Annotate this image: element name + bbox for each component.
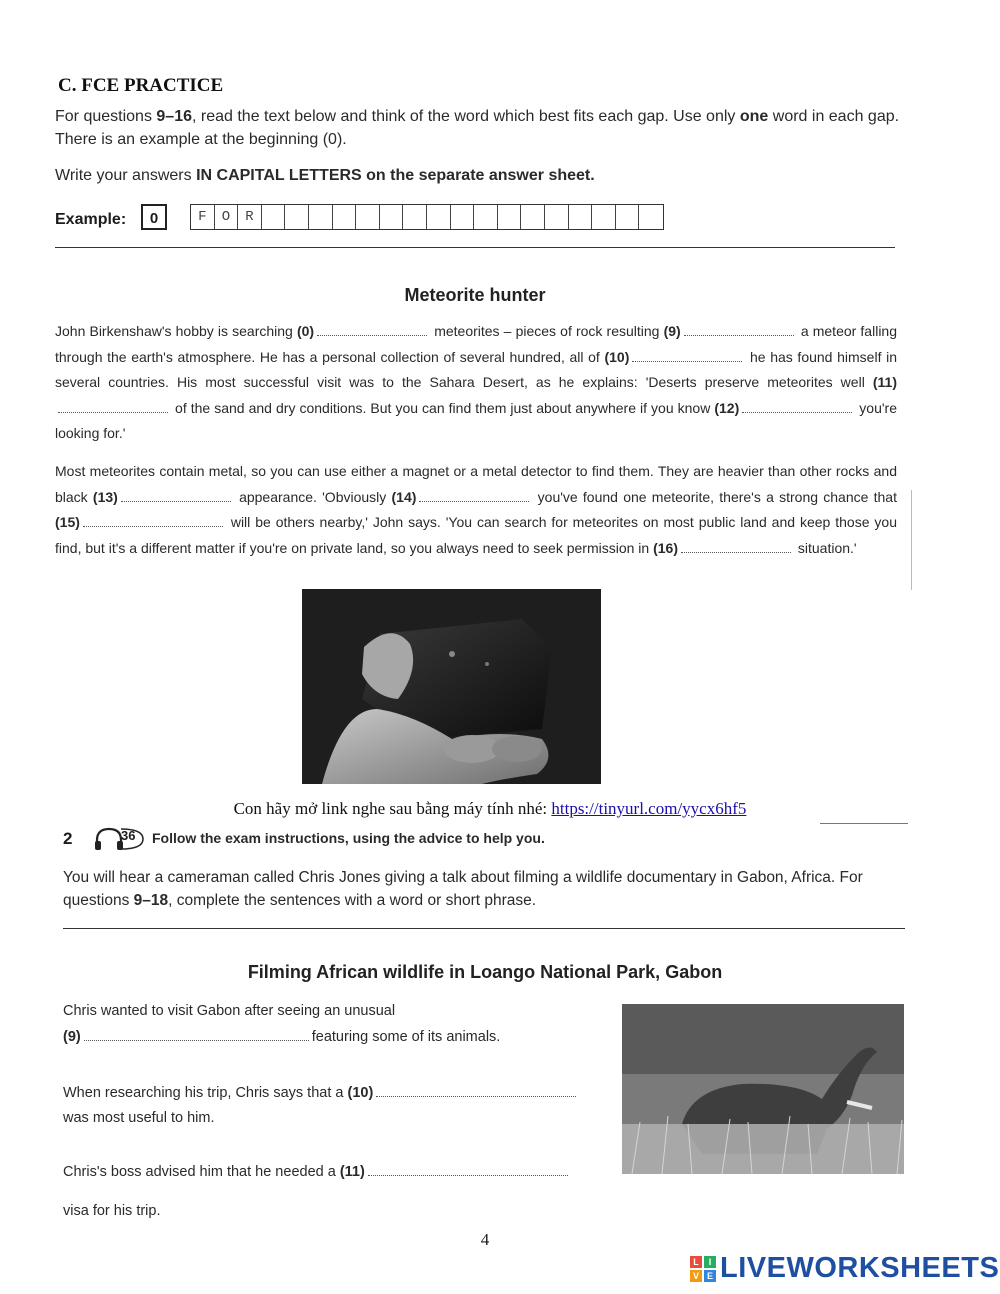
instr-text: For questions	[55, 108, 157, 125]
answer-gap[interactable]	[681, 542, 791, 553]
instructions-line1	[55, 105, 905, 151]
track-number: 36	[121, 828, 136, 843]
answer-gap[interactable]	[742, 402, 852, 413]
article-text: he has found himself in several countries. His most successful visit was to the Sahara Desert, as he explains: 'Deserts preserve meteorites well	[55, 348, 897, 391]
article-text: will be others nearby,' John says. 'You can search for meteorites on most public land and keep those you find, but it's a different matter if you're on private land, so you always need to seek permission in	[55, 514, 897, 556]
instr-bold: IN CAPITAL LETTERS on the separate answer sheet.	[196, 167, 595, 184]
answer-cell	[333, 205, 357, 229]
sentence-10-line1	[63, 1081, 623, 1106]
gap-number: (0)	[296, 323, 315, 339]
answer-gap-11[interactable]	[368, 1165, 568, 1176]
liveworksheets-brand	[690, 1252, 999, 1285]
gap-number: (11)	[339, 1164, 365, 1180]
listening-instruction: Follow the exam instructions, using the advice to help you.	[152, 830, 545, 846]
elephant-photo	[622, 1004, 904, 1174]
article-text: Most meteorites contain metal, so you can use either a magnet or a metal detector to find them. They are heavier than other rocks and black	[55, 463, 897, 505]
answer-gap[interactable]	[121, 491, 231, 502]
gap-number: (9)	[663, 323, 681, 339]
article-text: situation.'	[793, 539, 857, 556]
answer-gap[interactable]	[632, 351, 742, 362]
answer-gap-9[interactable]	[84, 1030, 309, 1041]
answer-gap-10[interactable]	[376, 1086, 576, 1097]
sentence-11-line2: visa for his trip.	[63, 1203, 161, 1219]
link-prefix: Con hãy mở link nghe sau bằng máy tính nhé:	[233, 799, 552, 818]
article-text: meteorites – pieces of rock resulting	[430, 323, 664, 339]
short-rule	[820, 823, 908, 824]
gap-number: (11)	[872, 374, 897, 391]
example-number-box: 0	[141, 204, 167, 230]
article-text: you're looking for.'	[55, 399, 897, 442]
gap-number: (13)	[92, 488, 118, 505]
logo-square: I	[704, 1256, 716, 1268]
gap-number: (10)	[347, 1085, 374, 1101]
answer-cell	[521, 205, 545, 229]
article-text: of the sand and dry conditions. But you can find them just about anywhere if you know	[171, 399, 715, 416]
desc-bold: 9–18	[133, 892, 169, 909]
sentence-11-line1	[63, 1160, 623, 1185]
sentence-9-line1: Chris wanted to visit Gabon after seeing an unusual	[63, 1003, 396, 1019]
answer-cell	[403, 205, 427, 229]
example-answer-row	[190, 204, 664, 230]
sentence-10-line2: was most useful to him.	[63, 1110, 215, 1126]
page-number: 4	[480, 1230, 490, 1249]
answer-gap[interactable]	[83, 516, 223, 527]
desc-text: , complete the sentences with a word or short phrase.	[168, 892, 537, 909]
article-text: a meteor falling through the earth's atmosphere. He has a personal collection of several hundred, all of	[55, 323, 897, 365]
article-paragraph-2	[55, 459, 897, 561]
instr-text: , read the text below and think of the word which best fits each gap. Use only	[191, 108, 740, 125]
answer-cell	[569, 205, 593, 229]
listening-title: Filming African wildlife in Loango National Park, Gabon	[247, 962, 723, 982]
gap-number: (10)	[604, 348, 630, 365]
instr-text: word in each gap. There is an example at the beginning (0).	[55, 108, 900, 148]
gap-number: (15)	[55, 514, 80, 531]
answer-cell	[639, 205, 663, 229]
answer-cell	[356, 205, 380, 229]
logo-square: E	[704, 1270, 716, 1282]
sentence-text: Chris's boss advised him that he needed a	[63, 1164, 336, 1180]
answer-gap[interactable]	[684, 325, 794, 336]
answer-cell	[616, 205, 640, 229]
scan-edge-mark	[911, 490, 912, 590]
answer-cell	[545, 205, 569, 229]
answer-cell	[592, 205, 616, 229]
answer-cell: F	[191, 205, 215, 229]
desc-text: You will hear a cameraman called Chris Jones giving a talk about filming a wildlife documentary in Gabon, Africa. For questions	[63, 869, 863, 909]
answer-cell	[309, 205, 333, 229]
link-line	[0, 799, 980, 819]
answer-gap[interactable]	[58, 402, 168, 413]
answer-cell	[262, 205, 286, 229]
divider	[55, 247, 895, 248]
brand-name: LIVEWORKSHEETS	[720, 1252, 1000, 1284]
headphones-glyph	[93, 826, 147, 852]
logo-square: V	[690, 1270, 702, 1282]
sentence-9-line2	[63, 1025, 623, 1050]
sentence-text: featuring some of its animals.	[311, 1029, 501, 1045]
answer-cell	[451, 205, 475, 229]
answer-cell: R	[238, 205, 262, 229]
divider	[63, 928, 905, 929]
instr-bold: 9–16	[156, 108, 192, 125]
instr-bold: one	[739, 108, 769, 125]
article-paragraph-1	[55, 319, 897, 447]
listening-description	[63, 866, 903, 912]
gap-number: (12)	[714, 399, 740, 416]
answer-gap[interactable]	[419, 491, 529, 502]
answer-cell	[285, 205, 309, 229]
elephant-photo-illustration	[622, 1004, 904, 1174]
instructions-line2	[55, 164, 905, 187]
sentence-text: When researching his trip, Chris says that a	[63, 1085, 344, 1101]
gap-number: (14)	[391, 488, 417, 505]
answer-cell	[427, 205, 451, 229]
answer-cell	[474, 205, 498, 229]
article-title: Meteorite hunter	[404, 285, 546, 305]
answer-cell	[498, 205, 522, 229]
gap-number: (16)	[653, 539, 678, 556]
meteorite-photo	[302, 589, 601, 784]
meteorite-photo-illustration	[302, 589, 601, 784]
headphones-icon	[93, 826, 147, 852]
answer-gap[interactable]	[317, 325, 427, 336]
instr-text: Write your answers	[55, 167, 197, 184]
article-text: John Birkenshaw's hobby is searching	[55, 323, 297, 339]
gap-number: (9)	[63, 1029, 81, 1045]
liveworksheets-logo-icon	[690, 1256, 716, 1282]
audio-link[interactable]: https://tinyurl.com/yycx6hf5	[551, 799, 747, 818]
question-number: 2	[63, 829, 73, 848]
article-text: appearance. 'Obviously	[233, 488, 392, 505]
answer-cell: O	[215, 205, 239, 229]
logo-square: L	[690, 1256, 702, 1268]
article-text: you've found one meteorite, there's a strong chance that	[532, 488, 897, 505]
answer-cell	[380, 205, 404, 229]
example-label: Example:	[55, 211, 127, 228]
section-title: C. FCE PRACTICE	[58, 75, 224, 96]
